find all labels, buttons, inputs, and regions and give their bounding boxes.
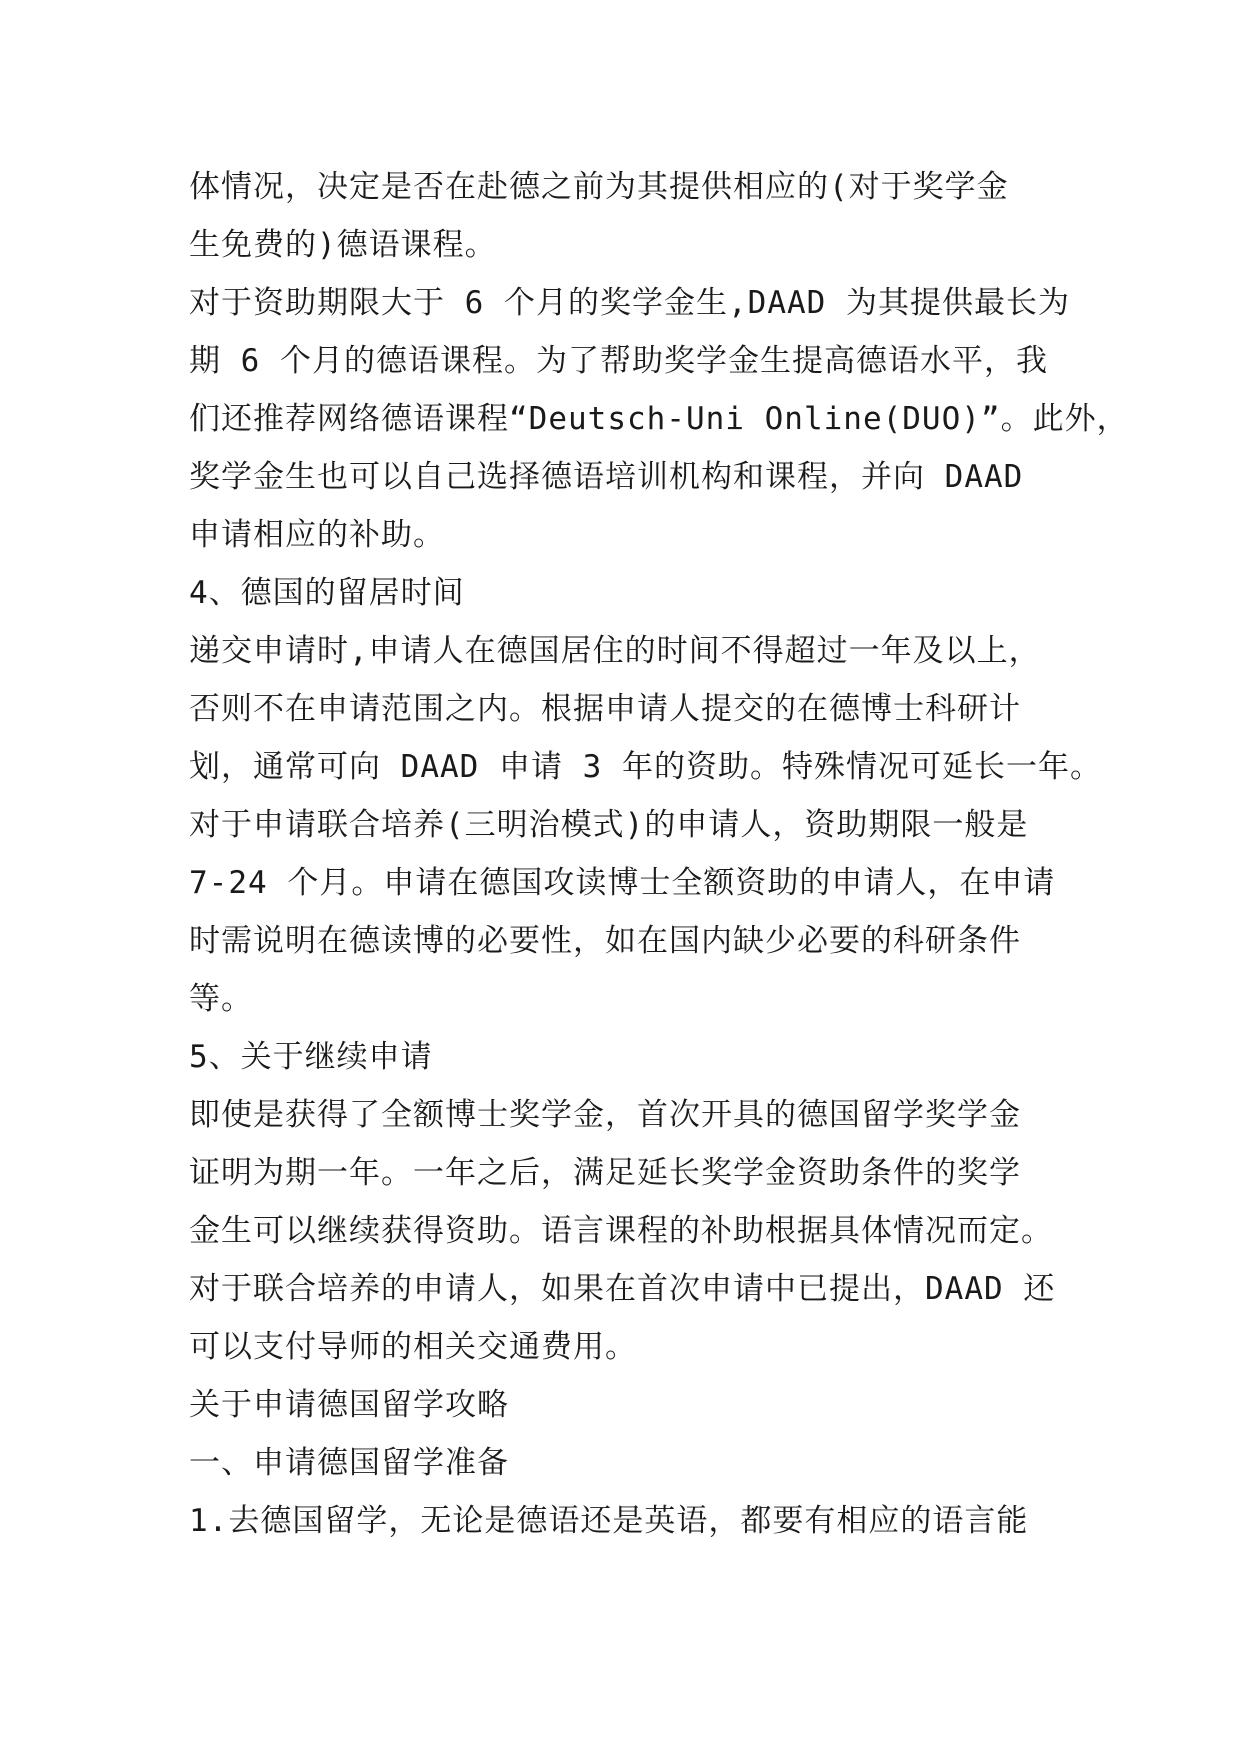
- section-heading: 4、德国的留居时间: [189, 575, 465, 611]
- text-line: 们还推荐网络德语课程“Deutsch-Uni Online(DUO)”。此外，: [189, 401, 1129, 437]
- document-body: [189, 158, 1129, 1550]
- section-heading: 一、申请德国留学准备: [189, 1445, 509, 1481]
- text-line: 金生可以继续获得资助。语言课程的补助根据具体情况而定。: [189, 1213, 1053, 1249]
- text-line: 期 6 个月的德语课程。为了帮助奖学金生提高德语水平，我: [189, 343, 1048, 379]
- text-line: 时需说明在德读博的必要性，如在国内缺少必要的科研条件: [189, 923, 1021, 959]
- text-line: 7-24 个月。申请在德国攻读博士全额资助的申请人，在申请: [189, 865, 1056, 901]
- article-title: 关于申请德国留学攻略: [189, 1387, 509, 1423]
- text-line: 申请相应的补助。: [189, 517, 445, 553]
- text-line: 证明为期一年。一年之后，满足延长奖学金资助条件的奖学: [189, 1155, 1021, 1191]
- text-line: 否则不在申请范围之内。根据申请人提交的在德博士科研计: [189, 691, 1021, 727]
- text-line: 对于资助期限大于 6 个月的奖学金生,DAAD 为其提供最长为: [189, 285, 1070, 321]
- text-line: 对于联合培养的申请人，如果在首次申请中已提出，DAAD 还: [189, 1271, 1056, 1307]
- text-line: 递交申请时,申请人在德国居住的时间不得超过一年及以上，: [189, 633, 1041, 669]
- text-line: 对于申请联合培养(三明治模式)的申请人，资助期限一般是: [189, 807, 1029, 843]
- text-line: 生免费的)德语课程。: [189, 227, 497, 263]
- text-line: 1.去德国留学，无论是德语还是英语，都要有相应的语言能: [189, 1503, 1029, 1539]
- text-line: 可以支付导师的相关交通费用。: [189, 1329, 637, 1365]
- text-line: 奖学金生也可以自己选择德语培训机构和课程，并向 DAAD: [189, 459, 1024, 495]
- text-line: 即使是获得了全额博士奖学金，首次开具的德国留学奖学金: [189, 1097, 1021, 1133]
- text-line: 体情况，决定是否在赴德之前为其提供相应的(对于奖学金: [189, 169, 1009, 205]
- section-heading: 5、关于继续申请: [189, 1039, 433, 1075]
- text-line: 划，通常可向 DAAD 申请 3 年的资助。特殊情况可延长一年。: [189, 749, 1102, 785]
- text-line: 等。: [189, 981, 253, 1017]
